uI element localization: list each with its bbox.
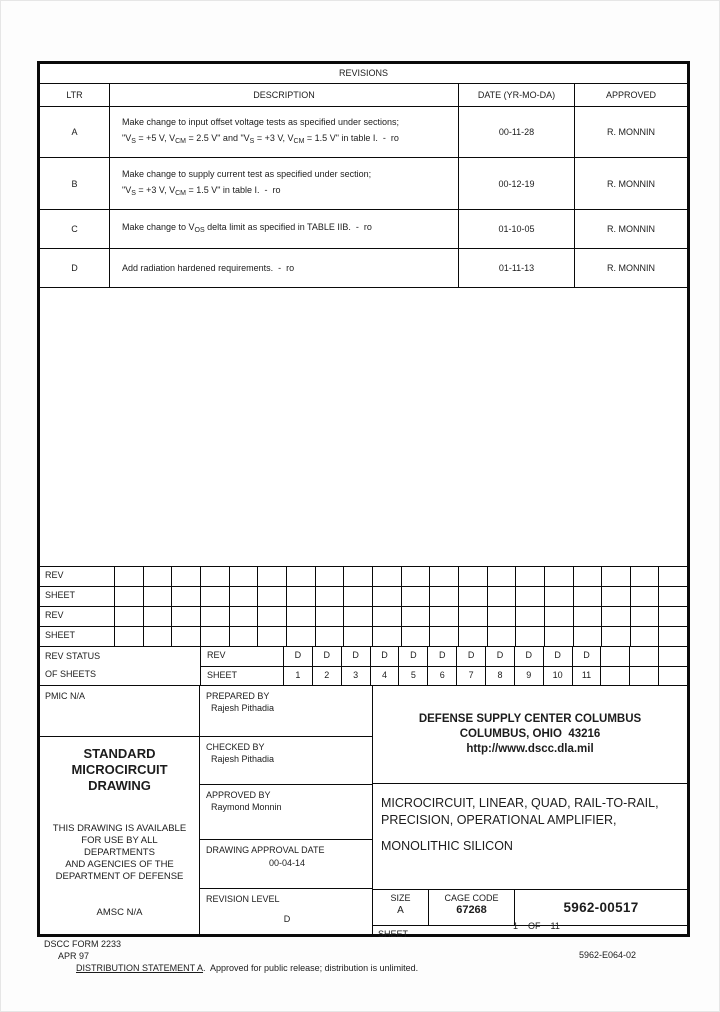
rev-sheet-cells bbox=[114, 607, 687, 626]
rev-status-rev-cells bbox=[283, 647, 687, 666]
grid-cell bbox=[401, 587, 430, 606]
smd-title-line: DRAWING bbox=[88, 778, 151, 793]
grid-cell: D bbox=[341, 647, 370, 666]
document-number: 5962-E064-02 bbox=[579, 950, 637, 960]
grid-cell bbox=[600, 647, 629, 666]
grid-cell bbox=[429, 587, 458, 606]
sheet-info bbox=[513, 921, 570, 931]
grid-cell bbox=[458, 607, 487, 626]
grid-cell bbox=[171, 607, 200, 626]
grid-cell bbox=[573, 607, 602, 626]
revisions-header-row bbox=[40, 84, 687, 107]
grid-cell bbox=[630, 587, 659, 606]
grid-cell: 5 bbox=[398, 667, 427, 686]
grid-cell bbox=[114, 587, 143, 606]
grid-cell bbox=[286, 607, 315, 626]
grid-cell bbox=[487, 567, 516, 586]
grid-cell bbox=[658, 607, 687, 626]
size-label: SIZE bbox=[390, 893, 411, 903]
rev-status-rev-label: REV bbox=[200, 647, 283, 666]
grid-cell bbox=[544, 587, 573, 606]
grid-cell: 9 bbox=[514, 667, 543, 686]
grid-cell bbox=[257, 567, 286, 586]
revision-level-value: D bbox=[283, 914, 291, 924]
grid-cell bbox=[372, 567, 401, 586]
header-approved: APPROVED bbox=[605, 90, 656, 100]
header-ltr: LTR bbox=[40, 84, 110, 106]
grid-cell bbox=[372, 587, 401, 606]
grid-cell bbox=[573, 627, 602, 646]
revision-row-c bbox=[40, 210, 687, 249]
grid-cell bbox=[487, 627, 516, 646]
availability-line: DEPARTMENTS bbox=[84, 847, 155, 858]
grid-cell bbox=[143, 607, 172, 626]
grid-cell bbox=[658, 667, 687, 686]
revision-description bbox=[110, 107, 459, 157]
grid-cell bbox=[601, 567, 630, 586]
revision-row-b bbox=[40, 158, 687, 210]
availability-line: FOR USE BY ALL bbox=[81, 835, 158, 846]
grid-cell bbox=[544, 567, 573, 586]
grid-cell: 8 bbox=[485, 667, 514, 686]
rev-status-label-line1: REV STATUS bbox=[45, 651, 101, 661]
grid-cell: 2 bbox=[312, 667, 341, 686]
grid-cell: 11 bbox=[572, 667, 601, 686]
revision-date: 01-10-05 bbox=[459, 210, 575, 248]
grid-cell bbox=[143, 627, 172, 646]
rev-sheet-cells bbox=[114, 587, 687, 606]
grid-cell bbox=[658, 587, 687, 606]
agency-url: http://www.dscc.dla.mil bbox=[466, 743, 594, 755]
grid-cell: D bbox=[543, 647, 572, 666]
grid-cell bbox=[372, 627, 401, 646]
revision-ltr: B bbox=[40, 158, 110, 209]
rev-sheet-row-1 bbox=[40, 567, 687, 587]
grid-cell bbox=[401, 607, 430, 626]
revision-approved: R. MONNIN bbox=[607, 178, 655, 189]
rev-status-label bbox=[40, 647, 200, 685]
rev-status-rev-row bbox=[200, 647, 687, 667]
grid-cell bbox=[630, 567, 659, 586]
rev-status-label-line2: OF SHEETS bbox=[45, 669, 97, 679]
grid-cell: 3 bbox=[341, 667, 370, 686]
approved-by-label: APPROVED BY bbox=[206, 790, 271, 800]
revision-row-d bbox=[40, 249, 687, 288]
revision-description-line: Make change to $V_{OS}$ delta limit as specified in TABLE IIB. - ro bbox=[122, 222, 372, 234]
revision-approved: R. MONNIN bbox=[607, 224, 655, 234]
grid-cell bbox=[458, 567, 487, 586]
sheet-of: OF bbox=[528, 921, 541, 931]
grid-cell: D bbox=[398, 647, 427, 666]
grid-cell bbox=[601, 587, 630, 606]
grid-cell bbox=[601, 627, 630, 646]
smd-cell bbox=[40, 737, 199, 934]
grid-cell bbox=[257, 627, 286, 646]
checked-by-name: Rajesh Pithadia bbox=[211, 754, 275, 764]
pmic-cell: PMIC N/A bbox=[40, 686, 199, 737]
grid-cell bbox=[114, 627, 143, 646]
checked-by-label: CHECKED BY bbox=[206, 742, 265, 752]
grid-cell: D bbox=[283, 647, 312, 666]
rev-status-grid bbox=[200, 647, 687, 685]
grid-cell: D bbox=[312, 647, 341, 666]
grid-cell bbox=[171, 587, 200, 606]
rev-sheet-row-label: REV bbox=[45, 610, 64, 620]
grid-cell bbox=[315, 627, 344, 646]
grid-cell bbox=[515, 627, 544, 646]
grid-cell bbox=[315, 587, 344, 606]
part-number: 5962-00517 bbox=[563, 900, 639, 915]
grid-cell bbox=[343, 607, 372, 626]
grid-cell bbox=[429, 607, 458, 626]
smd-title-line: MICROCIRCUIT bbox=[71, 762, 168, 777]
grid-cell bbox=[286, 567, 315, 586]
availability-line: AND AGENCIES OF THE bbox=[65, 859, 174, 870]
grid-cell bbox=[171, 627, 200, 646]
grid-cell bbox=[200, 627, 229, 646]
revision-description-line: Make change to supply current test as specified under section; bbox=[122, 168, 372, 179]
grid-cell: D bbox=[485, 647, 514, 666]
grid-cell bbox=[487, 587, 516, 606]
grid-cell bbox=[401, 567, 430, 586]
grid-cell bbox=[200, 587, 229, 606]
revisions-title: REVISIONS bbox=[40, 64, 687, 84]
grid-cell: D bbox=[456, 647, 485, 666]
smd-title bbox=[40, 746, 199, 794]
grid-cell bbox=[458, 627, 487, 646]
rev-sheet-row-label: SHEET bbox=[45, 590, 76, 600]
rev-sheet-cells bbox=[114, 627, 687, 646]
grid-cell bbox=[171, 567, 200, 586]
grid-cell bbox=[114, 607, 143, 626]
header-description: DESCRIPTION bbox=[110, 84, 459, 106]
approval-date-cell bbox=[200, 840, 372, 889]
rev-status-sheet-label: SHEET bbox=[200, 667, 283, 686]
revision-row-a bbox=[40, 107, 687, 158]
sheet-cell bbox=[373, 921, 687, 939]
grid-cell bbox=[429, 567, 458, 586]
revision-approved: R. MONNIN bbox=[607, 263, 655, 273]
grid-cell bbox=[200, 607, 229, 626]
rev-status-sheet-cells bbox=[283, 667, 687, 686]
device-title-line3: MONOLITHIC SILICON bbox=[381, 839, 513, 853]
checked-by-cell bbox=[200, 737, 372, 785]
size-cell bbox=[373, 890, 429, 925]
approved-by-name: Raymond Monnin bbox=[211, 802, 282, 812]
grid-cell: 10 bbox=[543, 667, 572, 686]
grid-cell bbox=[487, 607, 516, 626]
grid-cell bbox=[114, 567, 143, 586]
revision-level-label: REVISION LEVEL bbox=[206, 894, 280, 904]
title-block-middle bbox=[200, 686, 373, 934]
revision-description bbox=[110, 210, 459, 248]
revision-date: 01-11-13 bbox=[459, 249, 575, 287]
grid-cell bbox=[573, 587, 602, 606]
grid-cell bbox=[658, 567, 687, 586]
grid-cell: 7 bbox=[456, 667, 485, 686]
revision-notes-area bbox=[40, 288, 687, 567]
sheet-total: 11 bbox=[550, 921, 560, 931]
rev-sheet-row-4 bbox=[40, 627, 687, 647]
revision-ltr: D bbox=[40, 249, 110, 287]
agency-cell bbox=[373, 686, 687, 784]
grid-cell: 4 bbox=[370, 667, 399, 686]
grid-cell bbox=[401, 627, 430, 646]
rev-sheet-row-label: SHEET bbox=[45, 630, 76, 640]
form-number: DSCC FORM 2233 bbox=[44, 939, 122, 949]
prepared-by-label: PREPARED BY bbox=[206, 691, 270, 701]
rev-status-section bbox=[40, 647, 687, 686]
grid-cell: D bbox=[370, 647, 399, 666]
revision-date: 00-11-28 bbox=[459, 107, 575, 157]
grid-cell bbox=[600, 667, 629, 686]
revision-form bbox=[37, 61, 690, 937]
grid-cell: D bbox=[427, 647, 456, 666]
agency-address: COLUMBUS, OHIO 43216 bbox=[459, 728, 601, 740]
form-date: APR 97 bbox=[58, 951, 90, 961]
grid-cell bbox=[343, 567, 372, 586]
grid-cell bbox=[630, 627, 659, 646]
grid-cell bbox=[515, 607, 544, 626]
grid-cell bbox=[544, 607, 573, 626]
smd-title-line: STANDARD bbox=[83, 746, 156, 761]
revision-approved: R. MONNIN bbox=[607, 127, 655, 137]
grid-cell bbox=[143, 567, 172, 586]
revision-ltr: A bbox=[40, 107, 110, 157]
amsc-label: AMSC N/A bbox=[96, 907, 143, 918]
grid-cell bbox=[343, 627, 372, 646]
grid-cell bbox=[629, 667, 658, 686]
device-title-line1: MICROCIRCUIT, LINEAR, QUAD, RAIL-TO-RAIL, bbox=[381, 796, 659, 810]
grid-cell bbox=[315, 567, 344, 586]
revision-description-line: "$V_S = +5$ V, $V_{CM} = 2.5$ V" and "$V_S = +3$ V, $V_{CM} = 1.5$ V" in table I. - ro bbox=[122, 133, 399, 145]
grid-cell bbox=[257, 607, 286, 626]
grid-cell bbox=[286, 587, 315, 606]
availability-line: THIS DRAWING IS AVAILABLE bbox=[52, 823, 187, 834]
device-title-line2: PRECISION, OPERATIONAL AMPLIFIER, bbox=[381, 813, 617, 827]
grid-cell bbox=[658, 647, 687, 666]
grid-cell bbox=[629, 647, 658, 666]
availability-line: DEPARTMENT OF DEFENSE bbox=[55, 871, 184, 882]
grid-cell bbox=[658, 627, 687, 646]
title-block bbox=[40, 686, 687, 939]
revision-description bbox=[110, 249, 459, 287]
grid-cell bbox=[429, 627, 458, 646]
rev-sheet-row-3 bbox=[40, 607, 687, 627]
revision-description bbox=[110, 158, 459, 209]
revision-description-line: Add radiation hardened requirements. - ro bbox=[122, 263, 295, 273]
availability-statement bbox=[40, 823, 199, 883]
grid-cell bbox=[315, 607, 344, 626]
distribution-statement-title: DISTRIBUTION STATEMENT A bbox=[76, 963, 204, 973]
revision-level-cell bbox=[200, 889, 372, 934]
revision-ltr: C bbox=[40, 210, 110, 248]
grid-cell bbox=[229, 627, 258, 646]
cage-code-label: CAGE CODE bbox=[444, 893, 499, 903]
grid-cell: D bbox=[514, 647, 543, 666]
cage-code-value: 67268 bbox=[456, 904, 487, 916]
grid-cell bbox=[229, 567, 258, 586]
rev-sheet-row-2 bbox=[40, 587, 687, 607]
grid-cell bbox=[200, 567, 229, 586]
distribution-statement bbox=[76, 963, 418, 973]
cage-code-cell bbox=[429, 890, 515, 925]
grid-cell bbox=[515, 567, 544, 586]
grid-cell: 6 bbox=[427, 667, 456, 686]
grid-cell bbox=[257, 587, 286, 606]
size-value: A bbox=[397, 905, 404, 916]
sheet-page: 1 bbox=[513, 921, 519, 931]
distribution-statement-text: . Approved for public release; distribution is unlimited. bbox=[203, 963, 419, 973]
rev-status-sheet-row bbox=[200, 667, 687, 686]
grid-cell: 1 bbox=[283, 667, 312, 686]
title-block-right bbox=[373, 686, 687, 939]
grid-cell bbox=[544, 627, 573, 646]
grid-cell bbox=[458, 587, 487, 606]
device-title-cell bbox=[373, 784, 687, 890]
grid-cell bbox=[229, 607, 258, 626]
rev-sheet-cells bbox=[114, 567, 687, 586]
header-date: DATE (YR-MO-DA) bbox=[459, 84, 575, 106]
grid-cell bbox=[286, 627, 315, 646]
grid-cell bbox=[573, 567, 602, 586]
approved-by-cell bbox=[200, 785, 372, 840]
revision-date: 00-12-19 bbox=[459, 158, 575, 209]
revision-description-line: Make change to input offset voltage tests as specified under sections; bbox=[122, 117, 400, 127]
grid-cell bbox=[143, 587, 172, 606]
prepared-by-cell bbox=[200, 686, 372, 737]
approval-date-label: DRAWING APPROVAL DATE bbox=[206, 845, 325, 855]
rev-sheet-row-label: REV bbox=[45, 570, 64, 580]
revision-description-line: "$V_S = +3$ V, $V_{CM} = 1.5$ V" in table I. - ro bbox=[122, 184, 281, 197]
grid-cell bbox=[229, 587, 258, 606]
grid-cell bbox=[515, 587, 544, 606]
sheet-label: SHEET bbox=[378, 929, 409, 939]
grid-cell bbox=[601, 607, 630, 626]
grid-cell bbox=[372, 607, 401, 626]
agency-name: DEFENSE SUPPLY CENTER COLUMBUS bbox=[418, 713, 642, 725]
grid-cell: D bbox=[572, 647, 601, 666]
grid-cell bbox=[630, 607, 659, 626]
grid-cell bbox=[343, 587, 372, 606]
prepared-by-name: Rajesh Pithadia bbox=[211, 703, 275, 713]
title-block-left bbox=[40, 686, 200, 934]
approval-date-value: 00-04-14 bbox=[268, 858, 306, 868]
